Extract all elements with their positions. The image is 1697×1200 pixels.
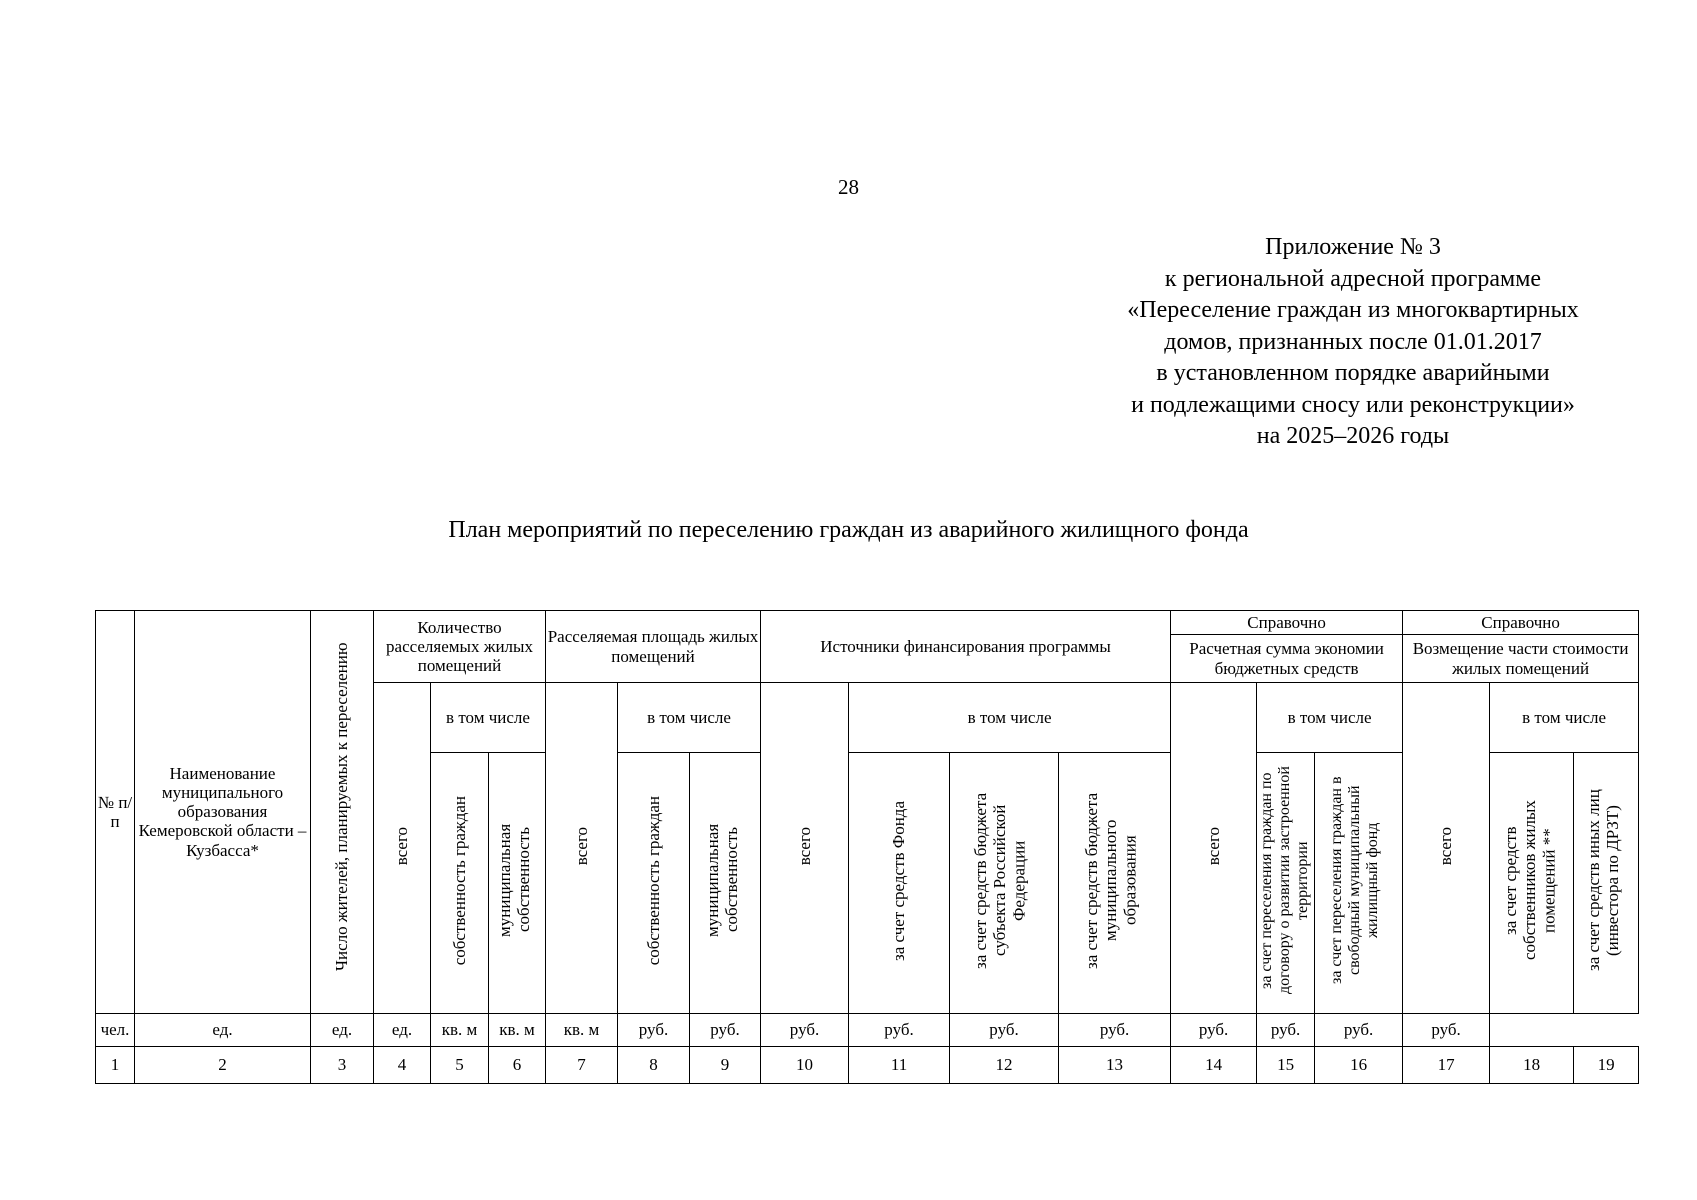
header-reference-compensation: Справочно bbox=[1403, 611, 1639, 635]
unit-cell: кв. м bbox=[431, 1013, 489, 1046]
header-area-municipal: муниципальная собственность bbox=[703, 823, 742, 938]
header-num: № п/п bbox=[96, 611, 135, 1014]
header-rooms-citizens: собственность граждан bbox=[449, 795, 469, 966]
unit-cell: кв. м bbox=[489, 1013, 546, 1046]
column-number: 9 bbox=[690, 1046, 761, 1083]
unit-people: чел. bbox=[96, 1013, 135, 1046]
column-number: 4 bbox=[374, 1046, 431, 1083]
column-number: 5 bbox=[431, 1046, 489, 1083]
appendix-line: «Переселение граждан из многоквартирных bbox=[1127, 297, 1579, 323]
unit-cell: ед. bbox=[311, 1013, 374, 1046]
appendix-header bbox=[1068, 232, 1638, 453]
column-number: 12 bbox=[950, 1046, 1059, 1083]
unit-cell: руб. bbox=[849, 1013, 950, 1046]
header-funding-including: в том числе bbox=[849, 683, 1171, 752]
header-owners-means: за счет средств собственников жилых помещений ** bbox=[1500, 800, 1558, 961]
column-number: 18 bbox=[1490, 1046, 1574, 1083]
header-savings-group: Расчетная сумма экономии бюджетных средств bbox=[1171, 635, 1403, 683]
unit-cell: руб. bbox=[1171, 1013, 1257, 1046]
header-compensation-group: Возмещение части стоимости жилых помещений bbox=[1403, 635, 1639, 683]
header-rooms-group: Количество расселяемых жилых помещений bbox=[374, 611, 546, 683]
header-rooms-including: в том числе bbox=[431, 683, 546, 752]
column-number: 7 bbox=[546, 1046, 618, 1083]
unit-cell: руб. bbox=[1257, 1013, 1315, 1046]
resettlement-plan-table bbox=[95, 610, 1639, 1084]
column-number: 13 bbox=[1059, 1046, 1171, 1083]
column-number: 2 bbox=[135, 1046, 311, 1083]
header-savings-total: всего bbox=[1203, 826, 1223, 865]
unit-cell: ед. bbox=[135, 1013, 311, 1046]
unit-cell: руб. bbox=[761, 1013, 849, 1046]
column-number: 3 bbox=[311, 1046, 374, 1083]
header-others-means: за счет средств иных лиц (инвестора по ДРЗТ) bbox=[1584, 789, 1623, 972]
unit-cell: руб. bbox=[1059, 1013, 1171, 1046]
column-number: 15 bbox=[1257, 1046, 1315, 1083]
unit-cell: руб. bbox=[618, 1013, 690, 1046]
unit-cell: руб. bbox=[1403, 1013, 1490, 1046]
appendix-line: к региональной адресной программе bbox=[1164, 265, 1542, 292]
header-area-including: в том числе bbox=[618, 683, 761, 752]
header-funding-group: Источники финансирования программы bbox=[761, 611, 1171, 683]
header-area-citizens: собственность граждан bbox=[643, 795, 663, 966]
unit-cell: кв. м bbox=[546, 1013, 618, 1046]
column-number: 14 bbox=[1171, 1046, 1257, 1083]
header-municipal-budget: за счет средств бюджета муниципального образования bbox=[1081, 792, 1139, 969]
appendix-line: домов, признанных после 01.01.2017 bbox=[1164, 328, 1542, 355]
unit-cell: руб. bbox=[690, 1013, 761, 1046]
header-rooms-municipal: муниципальная собственность bbox=[495, 823, 534, 938]
appendix-line: и подлежащими сносу или реконструкции» bbox=[1131, 391, 1575, 418]
header-subject-budget: за счет средств бюджета субъекта Российской Федерации bbox=[971, 792, 1029, 969]
header-compensation-including: в том числе bbox=[1490, 683, 1639, 752]
page-number: 28 bbox=[838, 175, 859, 199]
column-number: 19 bbox=[1574, 1046, 1639, 1083]
column-number: 16 bbox=[1315, 1046, 1403, 1083]
header-residents: Число жителей, планируемых к переселению bbox=[332, 643, 352, 972]
header-rooms-total: всего bbox=[392, 826, 412, 865]
header-fund-means: за счет средств Фонда bbox=[889, 800, 909, 961]
unit-cell: руб. bbox=[1315, 1013, 1403, 1046]
appendix-line: в установленном порядке аварийными bbox=[1156, 360, 1550, 386]
header-savings-including: в том числе bbox=[1257, 683, 1403, 752]
column-number: 8 bbox=[618, 1046, 690, 1083]
appendix-line: Приложение № 3 bbox=[1265, 234, 1441, 260]
header-resettle-agreement: за счет переселения граждан по договору о развитии застроенной территории bbox=[1257, 766, 1311, 994]
header-funding-total: всего bbox=[794, 826, 814, 865]
header-area-total: всего bbox=[571, 826, 591, 865]
column-number: 6 bbox=[489, 1046, 546, 1083]
unit-cell: руб. bbox=[950, 1013, 1059, 1046]
document-title: План мероприятий по переселению граждан из аварийного жилищного фонда bbox=[448, 517, 1249, 543]
header-area-group: Расселяемая площадь жилых помещений bbox=[546, 611, 761, 683]
header-compensation-total: всего bbox=[1436, 826, 1456, 865]
header-municipality: Наименование муниципального образования Кемеровской области – Кузбасса* bbox=[135, 611, 311, 1014]
column-number: 11 bbox=[849, 1046, 950, 1083]
header-reference-savings: Справочно bbox=[1171, 611, 1403, 635]
column-number: 1 bbox=[96, 1046, 135, 1083]
column-number: 17 bbox=[1403, 1046, 1490, 1083]
header-resettle-free: за счет переселения граждан в свободный муниципальный жилищный фонд bbox=[1327, 776, 1381, 984]
column-number: 10 bbox=[761, 1046, 849, 1083]
unit-cell: ед. bbox=[374, 1013, 431, 1046]
appendix-line: на 2025–2026 годы bbox=[1256, 423, 1450, 449]
